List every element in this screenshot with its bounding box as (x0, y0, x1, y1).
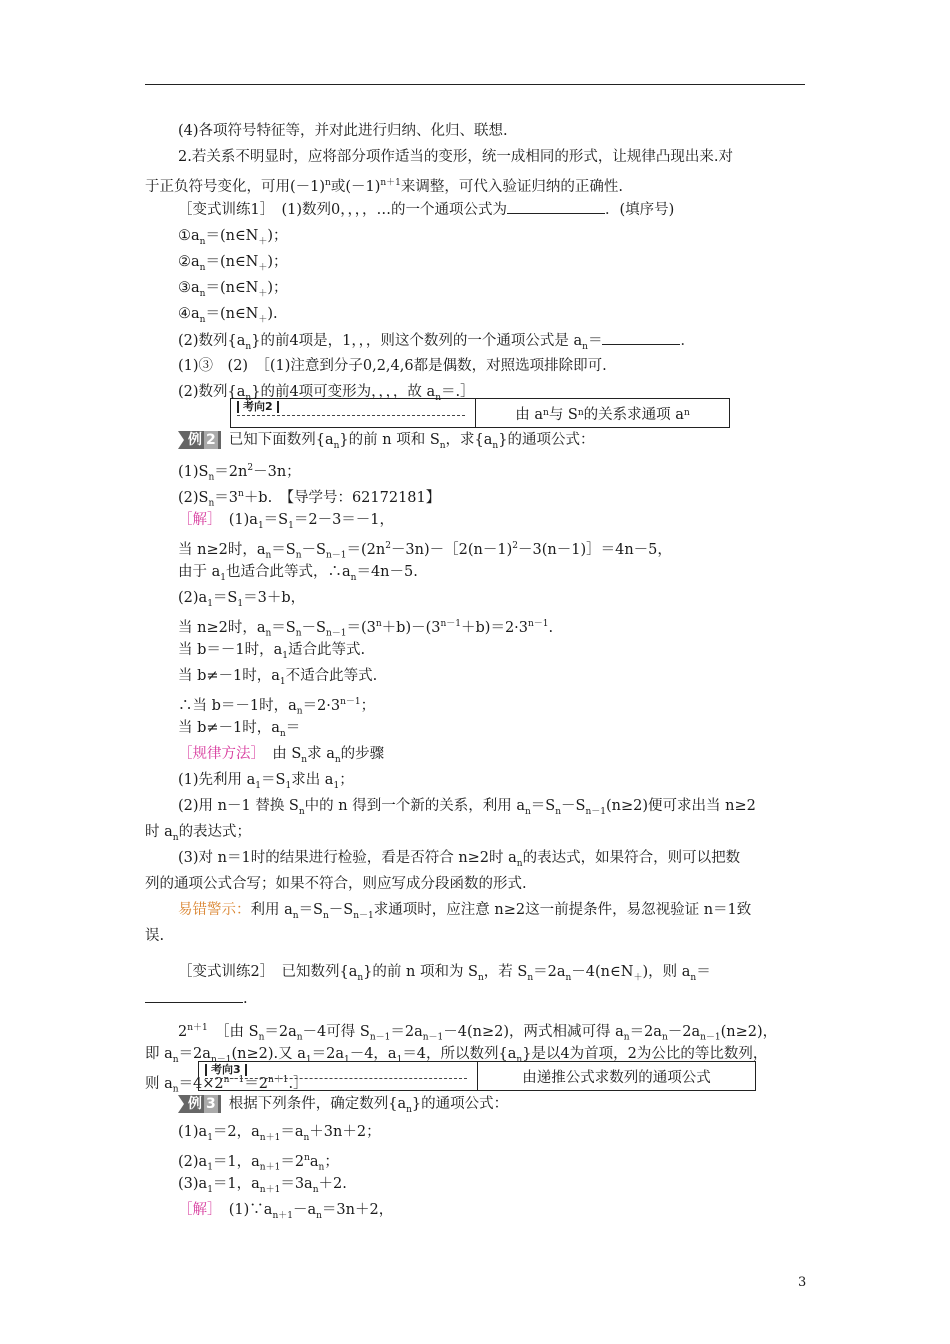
text-line: $(2)S_n=3^n+b$. 【导学号：62172181】 (178, 489, 441, 509)
solution-line: ［解］ $(1)a_1=S_1=2-3=-1$， (178, 512, 395, 531)
answer-line: (1)③ (2) ［(1)注意到分子0,2,4,6都是偶数，对照选项排除即可. (178, 358, 607, 374)
text-line: $(2)a_1=1$，$a_{n+1}=2^na_n$； (178, 1153, 339, 1173)
answer-line: 则 $a_n=4\times 2^{n-1}=2^{n+1}.]$ (145, 1075, 308, 1095)
section-tag: 考向3 (199, 1062, 478, 1090)
example-3-heading: 例 3 根据下列条件，确定数列$\{a_n\}$的通项公式： (178, 1094, 508, 1120)
answer-line: (2)数列$\{a_n\}$的前4项可变形为，，，，故 $a_n=.]$ (178, 384, 475, 403)
answer-line: 即 $a_n=2a_{n-1}(n\ge 2)$.又 $a_1=2a_1-4$，$a_1=4$，所以数列$\{a_n\}$是以4为首项，2为公比的等比数列， (145, 1046, 768, 1065)
text-line: 于正负符号变化，可用$(-1)^n$或$(-1)^{n+1}$来调整，可代入验证归纳的正确性. (145, 178, 624, 195)
solution-line: 当 b≠－1时，$a_1$不适合此等式. (178, 668, 378, 687)
solution-line: ［解］ $(1)\because a_{n+1}-a_n=3n+2$， (178, 1202, 394, 1221)
text-line: (1)先利用 $a_1=S_1$求出 $a_1$； (178, 772, 354, 791)
answer-line: $2^{n+1}$ ［由 $S_n=2a_n-4$可得 $S_{n-1}=2a_{n-1}-4(n\ge 2)$，两式相减可得 $a_n=2a_n-2a_{n-1}(n\ge 2)$， (178, 1023, 778, 1043)
answer-blank (602, 330, 680, 345)
example-badge: 例 3 (178, 1095, 221, 1113)
exercise-2-prompt: ［变式训练2］ 已知数列$\{a_n\}$的前 n 项和为 $S_n$，若 $S_n=2a_n-4(n\in N_+)$，则 $a_n=$ (178, 964, 711, 983)
warning-line: 易错警示：利用 $a_n=S_n-S_{n-1}$求通项时，应注意 n≥2这一前提条件，易忽视验证 n＝1致 (178, 902, 752, 921)
page-number: 3 (798, 1275, 807, 1290)
section-box-direction-3 (198, 1061, 756, 1091)
solution-line: 由于 $a_1$也适合此等式，$\therefore a_n=4n-5$. (178, 564, 418, 583)
solution-line: 当 n≥2时，$a_n=S_n-S_{n-1}=(3^n+b)-(3^{n-1}+b)=2\cdot 3^{n-1}$. (178, 619, 554, 639)
example-badge: 例 2 (178, 431, 221, 449)
option-3: $③a_n=(n\in N_+)$； (178, 280, 288, 299)
solution-line: 当 n≥2时，$a_n=S_n-S_{n-1}=(2n^2-3n)-[2(n-1)^2-3(n-1)]=4n-5$， (178, 541, 672, 561)
option-4: $④a_n=(n\in N_+)$. (178, 306, 278, 325)
text-line: (4)各项符号特征等，并对此进行归纳、化归、联想. (178, 123, 508, 139)
answer-blank (507, 199, 605, 214)
section-title: 由 a n 与 S n 的关系求通项 a n (515, 406, 690, 423)
header-rule (145, 84, 805, 85)
solution-line: $(2)a_1=S_1=3+b$， (178, 590, 306, 609)
text-line: . (145, 988, 248, 1009)
rule-method-heading: ［规律方法］ 由 $S_n$求 $a_n$的步骤 (178, 746, 385, 765)
text-line: (2)用 n－1 替换 $S_n$中的 n 得到一个新的关系，利用 $a_n=S_n-S_{n-1}(n\ge 2)$便可求出当 n≥2 (178, 798, 756, 817)
option-1: $①a_n=(n\in N_+)$； (178, 228, 288, 247)
exercise-1-prompt: ［变式训练1］ (1)数列0，，，，…的一个通项公式为 ．(填序号) (178, 199, 674, 220)
text-line: $(3)a_1=1$，$a_{n+1}=3a_n+2$. (178, 1176, 347, 1195)
section-tag: 考向2 (231, 399, 476, 427)
solution-line: 当 b≠－1时，$a_n=$ (178, 720, 301, 739)
text-line: $(1)S_n=2n^2-3n$； (178, 463, 301, 483)
text-line: (3)对 n＝1时的结果进行检验，看是否符合 n≥2时 $a_n$的表达式，如果符合，则可以把数 (178, 850, 741, 869)
text-line: 时 $a_n$的表达式； (145, 824, 252, 843)
text-line: 误. (145, 928, 165, 944)
section-title: 由递推公式求数列的通项公式 (522, 1069, 711, 1086)
solution-line: ∴当 b＝－1时，$a_n=2\cdot 3^{n-1}$； (178, 697, 376, 717)
answer-blank (145, 988, 243, 1003)
option-2: $②a_n=(n\in N_+)$； (178, 254, 288, 273)
text-line: 2.若关系不明显时，应将部分项作适当的变形，统一成相同的形式，让规律凸现出来.对 (178, 149, 733, 165)
exercise-1-part2: (2)数列$\{a_n\}$的前4项是，1，，，则这个数列的一个通项公式是 $a_n=$ ． (178, 330, 695, 357)
text-line: 列的通项公式合写；如果不符合，则应写成分段函数的形式. (145, 876, 527, 892)
example-2-heading: 例 2 已知下面数列$\{a_n\}$的前 n 项和 $S_n$，求$\{a_n\}$的通项公式： (178, 430, 594, 456)
section-box-direction-2 (230, 398, 730, 428)
text-line: $(1)a_1=2$，$a_{n+1}=a_n+3n+2$； (178, 1124, 381, 1143)
solution-line: 当 b＝－1时，$a_1$适合此等式. (178, 642, 366, 661)
